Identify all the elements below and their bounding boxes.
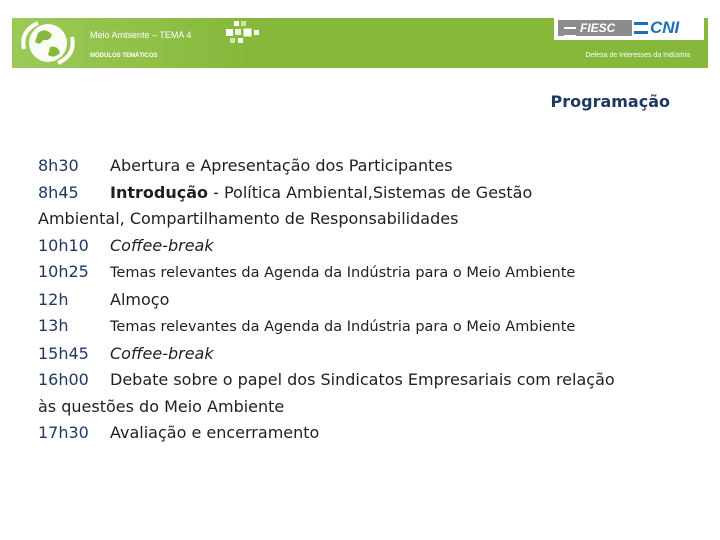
schedule-text: Avaliação e encerramento [110,423,320,442]
fiesc-mark-icon [564,27,576,37]
recycle-globe-icon [18,19,82,67]
schedule-item [38,180,698,207]
schedule-item-continuation: às questões do Meio Ambiente [38,396,285,416]
schedule-item [38,233,698,260]
schedule-text: Temas relevantes da Agenda da Indústria para o Meio Ambiente [110,319,576,335]
cni-lines-icon [634,22,648,34]
schedule-text: Abertura e Apresentação dos Participantes [110,156,453,175]
schedule-text: Coffee-break [110,343,214,363]
schedule-text: Coffee-break [110,235,214,255]
logos-area [554,16,704,40]
fiesc-logo [558,20,632,36]
schedule-time: 15h45 [38,343,89,363]
page-title: Programação [550,92,670,111]
banner-title: Meio Ambiente – TEMA 4 [90,30,192,40]
schedule-list [38,153,698,447]
cni-logo: CNI [650,18,680,37]
schedule-text: Temas relevantes da Agenda da Indústria para o Meio Ambiente [110,265,576,281]
banner-subtitle: MÓDULOS TEMÁTICOS [90,53,158,59]
schedule-time: 17h30 [38,423,89,442]
schedule-time: 8h30 [38,156,79,175]
schedule-time: 13h [38,316,69,335]
schedule-text: Almoço [110,289,170,309]
schedule-item [38,420,698,447]
schedule-item [38,313,698,341]
schedule-time: 10h10 [38,235,89,255]
schedule-item [38,367,698,394]
schedule-text: - Política Ambiental,Sistemas de Gestão [208,182,533,202]
schedule-item-continuation: Ambiental, Compartilhamento de Responsabilidades [38,209,459,228]
schedule-text: Debate sobre o papel dos Sindicatos Empresariais com relação [110,370,615,389]
schedule-time: 10h25 [38,262,89,281]
schedule-time: 12h [38,289,69,309]
fiesc-logo-text: FIESC [580,21,616,35]
schedule-item [38,341,698,368]
decorative-squares-icon [226,21,266,45]
schedule-time: 16h00 [38,370,89,389]
banner-tagline: Defesa de Interesses da Indústria [585,52,690,59]
schedule-item [38,153,698,180]
schedule-time: 8h45 [38,182,79,202]
schedule-item [38,259,698,287]
schedule-item [38,287,698,314]
schedule-text-bold: Introdução [110,182,208,202]
